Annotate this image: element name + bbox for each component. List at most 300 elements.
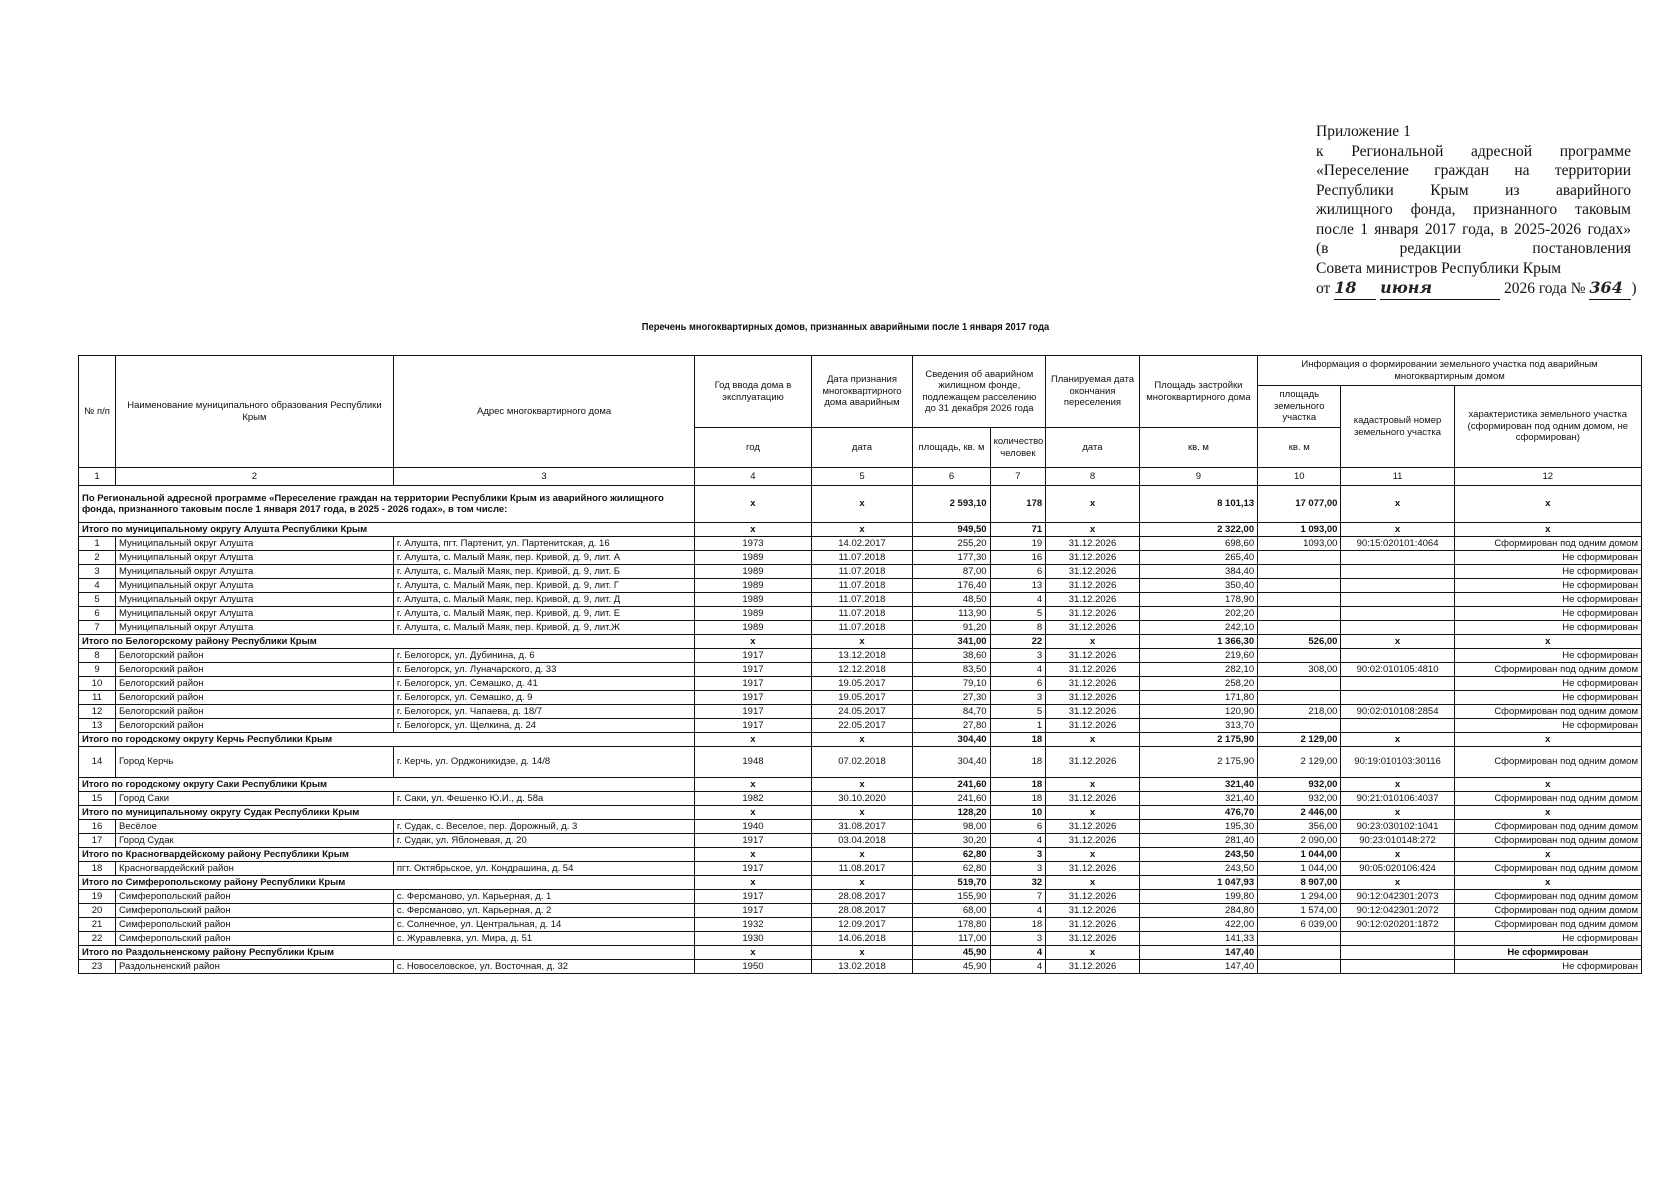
date-recognized: х — [811, 946, 913, 960]
subtotal-row — [79, 635, 1642, 649]
table-row — [79, 537, 1642, 551]
cadastral-number: 90:12:042301:2072 — [1341, 904, 1454, 918]
table-row — [79, 565, 1642, 579]
cadastral-number — [1341, 551, 1454, 565]
year: 1940 — [695, 820, 811, 834]
table-row — [79, 607, 1642, 621]
municipality: Симферопольский район — [116, 918, 394, 932]
area: 304,40 — [913, 733, 990, 747]
land-area: 218,00 — [1258, 705, 1341, 719]
planned-date: 31.12.2026 — [1046, 621, 1140, 635]
year: 1917 — [695, 663, 811, 677]
land-area — [1258, 946, 1341, 960]
land-characteristic: х — [1454, 848, 1641, 862]
table-row — [79, 719, 1642, 733]
land-characteristic: Сформирован под одним домом — [1454, 663, 1641, 677]
row-number: 2 — [79, 551, 116, 565]
cadastral-number — [1341, 579, 1454, 593]
people: 71 — [990, 523, 1046, 537]
year: 1982 — [695, 792, 811, 806]
subtotal-label: Итого по Симферопольскому району Республики Крым — [79, 876, 695, 890]
land-area — [1258, 607, 1341, 621]
people: 5 — [990, 705, 1046, 719]
date-recognized: 11.07.2018 — [811, 565, 913, 579]
people: 3 — [990, 649, 1046, 663]
people: 3 — [990, 862, 1046, 876]
land-characteristic: Не сформирован — [1454, 579, 1641, 593]
land-area: 8 907,00 — [1258, 876, 1341, 890]
year: 1989 — [695, 565, 811, 579]
row-number: 22 — [79, 932, 116, 946]
built-area: 120,90 — [1139, 705, 1257, 719]
people: 4 — [990, 593, 1046, 607]
subtotal-row — [79, 848, 1642, 862]
cadastral-number: 90:21:010106:4037 — [1341, 792, 1454, 806]
colnum: 11 — [1341, 468, 1454, 486]
land-characteristic: х — [1454, 876, 1641, 890]
built-area: 476,70 — [1139, 806, 1257, 820]
planned-date: 31.12.2026 — [1046, 834, 1140, 848]
land-characteristic: Сформирован под одним домом — [1454, 834, 1641, 848]
built-area: 422,00 — [1139, 918, 1257, 932]
built-area: 258,20 — [1139, 677, 1257, 691]
land-characteristic: Сформирован под одним домом — [1454, 904, 1641, 918]
address: г. Белогорск, ул. Семашко, д. 9 — [393, 691, 694, 705]
colnum: 1 — [79, 468, 116, 486]
planned-date: х — [1046, 876, 1140, 890]
land-area — [1258, 691, 1341, 705]
table-row — [79, 890, 1642, 904]
annex-line: Республики Крым из аварийного — [1316, 181, 1631, 199]
area: 68,00 — [913, 904, 990, 918]
subtotal-row — [79, 946, 1642, 960]
area: 38,60 — [913, 649, 990, 663]
municipality: Муниципальный округ Алушта — [116, 579, 394, 593]
subtotal-row — [79, 806, 1642, 820]
planned-date: 31.12.2026 — [1046, 663, 1140, 677]
land-characteristic: Сформирован под одним домом — [1454, 537, 1641, 551]
address: г. Алушта, с. Малый Маяк, пер. Кривой, д. 9, лит.Ж — [393, 621, 694, 635]
land-area — [1258, 579, 1341, 593]
year: 1948 — [695, 747, 811, 778]
built-area: 171,80 — [1139, 691, 1257, 705]
address: с. Ферсманово, ул. Карьерная, д. 2 — [393, 904, 694, 918]
row-number: 9 — [79, 663, 116, 677]
year: 1917 — [695, 862, 811, 876]
area: 27,30 — [913, 691, 990, 705]
row-number: 7 — [79, 621, 116, 635]
planned-date: х — [1046, 635, 1140, 649]
people: 5 — [990, 607, 1046, 621]
table-row — [79, 862, 1642, 876]
municipality: Муниципальный округ Алушта — [116, 537, 394, 551]
area: 241,60 — [913, 792, 990, 806]
land-characteristic: Не сформирован — [1454, 719, 1641, 733]
built-area: 2 175,90 — [1139, 733, 1257, 747]
built-area: 321,40 — [1139, 778, 1257, 792]
order-month: июня — [1380, 278, 1433, 297]
grand-total-people: 178 — [990, 486, 1046, 523]
area: 62,80 — [913, 862, 990, 876]
land-area — [1258, 677, 1341, 691]
land-characteristic: х — [1454, 778, 1641, 792]
row-number: 3 — [79, 565, 116, 579]
cadastral-number: 90:19:010103:30116 — [1341, 747, 1454, 778]
table-row — [79, 918, 1642, 932]
subtotal-label: Итого по городскому округу Керчь Республики Крым — [79, 733, 695, 747]
area: 117,00 — [913, 932, 990, 946]
built-area: 202,20 — [1139, 607, 1257, 621]
land-characteristic: Сформирован под одним домом — [1454, 862, 1641, 876]
order-day-field — [1334, 278, 1376, 300]
area: 87,00 — [913, 565, 990, 579]
date-recognized: 22.05.2017 — [811, 719, 913, 733]
year: 1950 — [695, 960, 811, 974]
table-row — [79, 932, 1642, 946]
planned-date: х — [1046, 778, 1140, 792]
municipality: Весёлое — [116, 820, 394, 834]
land-area — [1258, 621, 1341, 635]
people: 10 — [990, 806, 1046, 820]
year: 1989 — [695, 579, 811, 593]
land-characteristic: Не сформирован — [1454, 565, 1641, 579]
year: х — [695, 635, 811, 649]
built-area: 350,40 — [1139, 579, 1257, 593]
grand-total-year: х — [695, 486, 811, 523]
address: с. Солнечное, ул. Центральная, д. 14 — [393, 918, 694, 932]
cadastral-number: х — [1341, 806, 1454, 820]
land-area: 2 446,00 — [1258, 806, 1341, 820]
subtotal-label: Итого по муниципальному округу Судак Республики Крым — [79, 806, 695, 820]
table-container — [78, 355, 1642, 974]
date-recognized: 11.07.2018 — [811, 607, 913, 621]
annex-line: после 1 января 2017 года, в 2025-2026 годах» — [1316, 220, 1631, 238]
area: 98,00 — [913, 820, 990, 834]
date-recognized: 30.10.2020 — [811, 792, 913, 806]
table-row — [79, 904, 1642, 918]
area: 177,30 — [913, 551, 990, 565]
order-year: 2026 года № — [1503, 280, 1586, 297]
annex-line: к Региональной адресной программе — [1316, 142, 1631, 160]
subtotal-row — [79, 778, 1642, 792]
order-number-field — [1589, 278, 1631, 300]
housing-table — [78, 355, 1642, 974]
cadastral-number — [1341, 593, 1454, 607]
planned-date: 31.12.2026 — [1046, 820, 1140, 834]
annex-line: Приложение 1 — [1316, 123, 1411, 140]
built-area: 195,30 — [1139, 820, 1257, 834]
grand-total-char: х — [1454, 486, 1641, 523]
land-characteristic: х — [1454, 523, 1641, 537]
cadastral-number: х — [1341, 848, 1454, 862]
cadastral-number: 90:02:010108:2854 — [1341, 705, 1454, 719]
row-number: 13 — [79, 719, 116, 733]
colnum: 8 — [1046, 468, 1140, 486]
planned-date: х — [1046, 806, 1140, 820]
address: г. Алушта, с. Малый Маяк, пер. Кривой, д. 9, лит. Е — [393, 607, 694, 621]
grand-total-date: х — [811, 486, 913, 523]
people: 22 — [990, 635, 1046, 649]
area: 27,80 — [913, 719, 990, 733]
planned-date: 31.12.2026 — [1046, 579, 1140, 593]
land-characteristic: Сформирован под одним домом — [1454, 918, 1641, 932]
area: 949,50 — [913, 523, 990, 537]
area: 178,80 — [913, 918, 990, 932]
table-row — [79, 792, 1642, 806]
cadastral-number — [1341, 719, 1454, 733]
land-characteristic: х — [1454, 733, 1641, 747]
cadastral-number: 90:05:020106:424 — [1341, 862, 1454, 876]
header-built-area: Площадь застройки многоквартирного дома — [1139, 356, 1257, 428]
date-recognized: 03.04.2018 — [811, 834, 913, 848]
municipality: Муниципальный округ Алушта — [116, 565, 394, 579]
row-number: 6 — [79, 607, 116, 621]
area: 128,20 — [913, 806, 990, 820]
cadastral-number — [1341, 960, 1454, 974]
people: 16 — [990, 551, 1046, 565]
municipality: Белогорский район — [116, 719, 394, 733]
people: 3 — [990, 848, 1046, 862]
header-planned: Планируемая дата окончания переселения — [1046, 356, 1140, 428]
year: 1917 — [695, 890, 811, 904]
planned-date: 31.12.2026 — [1046, 705, 1140, 719]
unit-area: площадь, кв. м — [913, 428, 990, 468]
subtotal-row — [79, 876, 1642, 890]
people: 4 — [990, 663, 1046, 677]
cadastral-number: 90:02:010105:4810 — [1341, 663, 1454, 677]
subtotal-label: Итого по муниципальному округу Алушта Республики Крым — [79, 523, 695, 537]
municipality: Город Судак — [116, 834, 394, 848]
area: 30,20 — [913, 834, 990, 848]
municipality: Белогорский район — [116, 677, 394, 691]
row-number: 11 — [79, 691, 116, 705]
people: 6 — [990, 565, 1046, 579]
date-recognized: х — [811, 523, 913, 537]
people: 18 — [990, 792, 1046, 806]
annex-line: «Переселение граждан на территории — [1316, 162, 1631, 179]
annex-block — [1316, 122, 1637, 300]
address: г. Белогорск, ул. Щелкина, д. 24 — [393, 719, 694, 733]
land-characteristic: Не сформирован — [1454, 551, 1641, 565]
unit-sqm2: кв. м — [1258, 428, 1341, 468]
land-characteristic: Не сформирован — [1454, 932, 1641, 946]
address: г. Белогорск, ул. Дубинина, д. 6 — [393, 649, 694, 663]
year: х — [695, 848, 811, 862]
area: 91,20 — [913, 621, 990, 635]
cadastral-number: х — [1341, 523, 1454, 537]
address: г. Алушта, с. Малый Маяк, пер. Кривой, д. 9, лит. Д — [393, 593, 694, 607]
address: г. Белогорск, ул. Чапаева, д. 18/7 — [393, 705, 694, 719]
address: г. Саки, ул. Фешенко Ю.И., д. 58а — [393, 792, 694, 806]
unit-sqm: кв. м — [1139, 428, 1257, 468]
land-characteristic: х — [1454, 806, 1641, 820]
grand-total-row — [79, 486, 1642, 523]
cadastral-number — [1341, 565, 1454, 579]
land-area: 1 574,00 — [1258, 904, 1341, 918]
date-recognized: х — [811, 635, 913, 649]
municipality: Белогорский район — [116, 663, 394, 677]
order-month-field — [1380, 278, 1500, 300]
municipality: Раздольненский район — [116, 960, 394, 974]
document-title: Перечень многоквартирных домов, признанных аварийными после 1 января 2017 года — [641, 321, 1050, 333]
land-area: 2 129,00 — [1258, 733, 1341, 747]
cadastral-number: х — [1341, 876, 1454, 890]
date-recognized: 24.05.2017 — [811, 705, 913, 719]
order-number: 364 — [1589, 278, 1623, 297]
subtotal-row — [79, 523, 1642, 537]
row-number: 12 — [79, 705, 116, 719]
year: х — [695, 946, 811, 960]
table-row — [79, 621, 1642, 635]
year: 1932 — [695, 918, 811, 932]
date-recognized: 11.07.2018 — [811, 593, 913, 607]
land-characteristic: Сформирован под одним домом — [1454, 890, 1641, 904]
year: х — [695, 523, 811, 537]
date-recognized: 11.07.2018 — [811, 579, 913, 593]
header-land-area: площадь земельного участка — [1258, 386, 1341, 428]
colnum: 4 — [695, 468, 811, 486]
built-area: 2 322,00 — [1139, 523, 1257, 537]
built-area: 243,50 — [1139, 848, 1257, 862]
year: 1930 — [695, 932, 811, 946]
cadastral-number: 90:12:042301:2073 — [1341, 890, 1454, 904]
grand-total-area: 2 593,10 — [913, 486, 990, 523]
land-area: 2 129,00 — [1258, 747, 1341, 778]
year: 1917 — [695, 719, 811, 733]
built-area: 384,40 — [1139, 565, 1257, 579]
people: 6 — [990, 677, 1046, 691]
row-number: 15 — [79, 792, 116, 806]
table-row — [79, 960, 1642, 974]
row-number: 18 — [79, 862, 116, 876]
table-row — [79, 593, 1642, 607]
address: г. Алушта, с. Малый Маяк, пер. Кривой, д. 9, лит. Г — [393, 579, 694, 593]
planned-date: 31.12.2026 — [1046, 890, 1140, 904]
unit-people: количество человек — [990, 428, 1046, 468]
unit-date2: дата — [1046, 428, 1140, 468]
subtotal-label: Итого по Красногвардейскому району Республики Крым — [79, 848, 695, 862]
built-area: 178,90 — [1139, 593, 1257, 607]
table-row — [79, 649, 1642, 663]
table-body — [79, 486, 1642, 974]
planned-date: 31.12.2026 — [1046, 862, 1140, 876]
area: 83,50 — [913, 663, 990, 677]
people: 13 — [990, 579, 1046, 593]
year: 1917 — [695, 677, 811, 691]
colnum: 10 — [1258, 468, 1341, 486]
unit-year: год — [695, 428, 811, 468]
date-recognized: х — [811, 848, 913, 862]
people: 3 — [990, 691, 1046, 705]
area: 84,70 — [913, 705, 990, 719]
cadastral-number: х — [1341, 733, 1454, 747]
date-recognized: 28.08.2017 — [811, 890, 913, 904]
header-municipality: Наименование муниципального образования Республики Крым — [116, 356, 394, 468]
row-number: 23 — [79, 960, 116, 974]
built-area: 199,80 — [1139, 890, 1257, 904]
planned-date: 31.12.2026 — [1046, 932, 1140, 946]
people: 18 — [990, 778, 1046, 792]
subtotal-label: Итого по городскому округу Саки Республики Крым — [79, 778, 695, 792]
table-row — [79, 834, 1642, 848]
colnum: 6 — [913, 468, 990, 486]
header-address: Адрес многоквартирного дома — [393, 356, 694, 468]
planned-date: 31.12.2026 — [1046, 918, 1140, 932]
year: 1917 — [695, 649, 811, 663]
built-area: 1 366,30 — [1139, 635, 1257, 649]
grand-total-built: 8 101,13 — [1139, 486, 1257, 523]
annex-line: жилищного фонда, признанного таковым — [1316, 201, 1631, 218]
land-area — [1258, 932, 1341, 946]
date-recognized: 13.12.2018 — [811, 649, 913, 663]
year: 1917 — [695, 705, 811, 719]
row-number: 14 — [79, 747, 116, 778]
year: 1989 — [695, 551, 811, 565]
cadastral-number — [1341, 691, 1454, 705]
built-area: 281,40 — [1139, 834, 1257, 848]
subtotal-label: Итого по Раздольненскому району Республики Крым — [79, 946, 695, 960]
land-area: 1 044,00 — [1258, 848, 1341, 862]
municipality: Симферопольский район — [116, 932, 394, 946]
header-land: Информация о формировании земельного участка под аварийным многоквартирным домом — [1258, 356, 1642, 386]
cadastral-number: х — [1341, 778, 1454, 792]
area: 341,00 — [913, 635, 990, 649]
grand-total-planned: х — [1046, 486, 1140, 523]
land-characteristic: х — [1454, 635, 1641, 649]
date-recognized: 19.05.2017 — [811, 691, 913, 705]
header-year: Год ввода дома в эксплуатацию — [695, 356, 811, 428]
planned-date: х — [1046, 848, 1140, 862]
people: 3 — [990, 932, 1046, 946]
cadastral-number — [1341, 649, 1454, 663]
date-recognized: 07.02.2018 — [811, 747, 913, 778]
planned-date: 31.12.2026 — [1046, 960, 1140, 974]
address: пгт. Октябрьское, ул. Кондрашина, д. 54 — [393, 862, 694, 876]
people: 19 — [990, 537, 1046, 551]
date-recognized: 31.08.2017 — [811, 820, 913, 834]
built-area: 284,80 — [1139, 904, 1257, 918]
area: 79,10 — [913, 677, 990, 691]
land-characteristic: Не сформирован — [1454, 649, 1641, 663]
header-date-recognized: Дата признания многоквартирного дома аварийным — [811, 356, 913, 428]
planned-date: 31.12.2026 — [1046, 649, 1140, 663]
row-number: 4 — [79, 579, 116, 593]
planned-date: 31.12.2026 — [1046, 792, 1140, 806]
address: с. Новоселовское, ул. Восточная, д. 32 — [393, 960, 694, 974]
colnum: 9 — [1139, 468, 1257, 486]
address: с. Ферсманово, ул. Карьерная, д. 1 — [393, 890, 694, 904]
land-characteristic: Сформирован под одним домом — [1454, 747, 1641, 778]
table-row — [79, 663, 1642, 677]
area: 241,60 — [913, 778, 990, 792]
annex-order-line: от 18 июня 2026 года № 364 ) — [1316, 278, 1631, 300]
land-characteristic: Не сформирован — [1454, 946, 1641, 960]
row-number: 20 — [79, 904, 116, 918]
year: х — [695, 876, 811, 890]
date-recognized: 12.09.2017 — [811, 918, 913, 932]
planned-date: 31.12.2026 — [1046, 565, 1140, 579]
date-recognized: 11.08.2017 — [811, 862, 913, 876]
cadastral-number — [1341, 946, 1454, 960]
year: 1989 — [695, 593, 811, 607]
land-area: 932,00 — [1258, 778, 1341, 792]
address: г. Алушта, пгт. Партенит, ул. Партенитская, д. 16 — [393, 537, 694, 551]
built-area: 321,40 — [1139, 792, 1257, 806]
people: 1 — [990, 719, 1046, 733]
row-number: 17 — [79, 834, 116, 848]
annex-line: Совета министров Республики Крым — [1316, 259, 1562, 277]
table-row — [79, 551, 1642, 565]
